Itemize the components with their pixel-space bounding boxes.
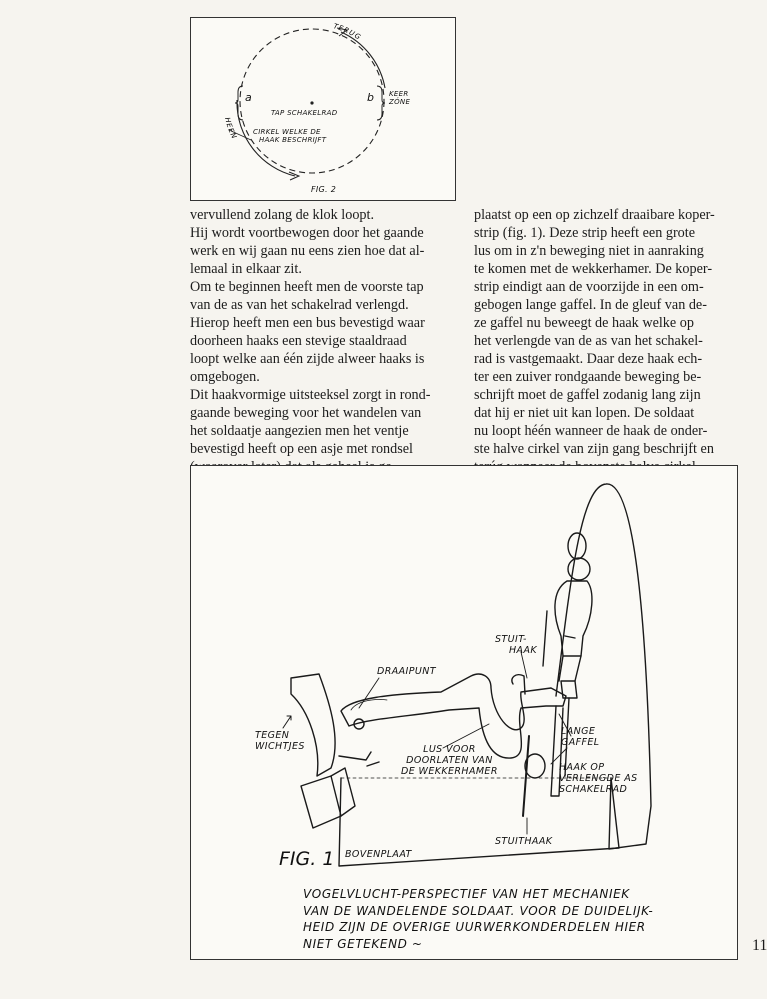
label-a: a: [245, 91, 253, 104]
label-tegen-wichtjes: TEGEN WICHTJES: [255, 730, 305, 752]
label-draaipunt: DRAAIPUNT: [377, 666, 436, 677]
text-line: lus om in z'n beweging niet in aanraking: [474, 243, 704, 259]
text-line: plaatst op een op zichzelf draaibare koper-: [474, 207, 715, 223]
text-line: gaande beweging voor het wandelen van: [190, 405, 422, 421]
text-line: het verlengde van de as van het schakel-: [474, 333, 703, 349]
label-cirkel: CIRKEL WELKE DE HAAK BESCHRIJFT: [253, 128, 327, 144]
text-line: Hij wordt voortbewogen door het gaande: [190, 225, 424, 241]
label-keer-zone: KEER ZÓNE: [389, 90, 411, 106]
soldier-rifle: [543, 611, 547, 666]
label-b: b: [367, 91, 375, 104]
text-line: dat hij er niet uit kan lopen. De soldaat: [474, 405, 695, 421]
text-line: strip eindigt aan de voorzijde in een om-: [474, 279, 704, 295]
caption-line: VAN DE WANDELENDE SOLDAAT. VOOR DE DUIDELIJK-: [303, 903, 654, 918]
counterweight-arm: [291, 674, 335, 776]
text-line: te komen met de wekkerhamer. De koper-: [474, 261, 713, 277]
soldier-body: [555, 581, 592, 656]
figure-1: [190, 465, 738, 960]
counterweight-block: [301, 776, 341, 828]
text-line: bevestigd heeft op een asje met rondsel: [190, 441, 413, 457]
label-tap-schakelrad: TAP SCHAKELRAD: [271, 109, 338, 117]
text-line: strip (fig. 1). Deze strip heeft een grote: [474, 225, 696, 241]
label-bovenplaat: BOVENPLAAT: [345, 849, 412, 860]
text-line: Dit haakvormige uitsteeksel zorgt in rond-: [190, 387, 431, 403]
text-line: rad is vastgemaakt. Daar deze haak ech-: [474, 351, 703, 367]
text-line: vervullend zolang de klok loopt.: [190, 207, 375, 223]
figure-2-title: FIG. 2: [311, 185, 337, 194]
arrow-tegen-icon: [283, 716, 291, 728]
leader-draaipunt: [359, 678, 379, 708]
label-heen-curved: HEEN: [222, 116, 239, 141]
caption-line: NIET GETEKEND ~: [303, 936, 423, 951]
figure-1-title: FIG. 1: [279, 848, 335, 870]
pivot-bracket: [339, 752, 379, 766]
caption-line: VOGELVLUCHT-PERSPECTIEF VAN HET MECHANIEK: [303, 887, 630, 901]
text-line: loopt welke aan één zijde alweer haaks is: [190, 351, 425, 367]
page-number: 11: [752, 937, 767, 954]
text-line: het soldaatje aangezien men het ventje: [190, 423, 409, 439]
hook-circle: [240, 29, 384, 173]
text-line: nu loopt héén wanneer de haak de onder-: [474, 423, 708, 439]
hammer-wheel: [525, 754, 545, 778]
text-line: Om te beginnen heeft men de voorste tap: [190, 279, 424, 295]
text-line: omgebogen.: [190, 369, 260, 385]
figure-2: [190, 17, 456, 201]
label-lange-gaffel: LANGE GAFFEL: [561, 726, 600, 748]
text-line: doorheen haaks een stevige staaldraad: [190, 333, 407, 349]
text-line: werk en wij gaan nu eens zien hoe dat al-: [190, 243, 425, 259]
text-column-right: [474, 206, 739, 476]
label-haak-op: HAAK OP VERLENGDE AS SCHAKELRAD: [559, 762, 638, 795]
label-stuithaak: STUITHAAK: [495, 836, 553, 847]
label-terug-curved: TERUG: [332, 22, 363, 42]
text-line: ze gaffel nu beweegt de haak welke op: [474, 315, 694, 331]
caption-line: HEID ZIJN DE OVERIGE UURWERKONDERDELEN HIER: [303, 920, 646, 934]
strip-edge: [351, 699, 387, 710]
text-line: lemaal in elkaar zit.: [190, 261, 302, 277]
center-dot: [310, 101, 313, 104]
text-line: van de as van het schakelrad verlengd.: [190, 297, 409, 313]
text-line: gebogen lange gaffel. In de gleuf van de-: [474, 297, 707, 313]
text-line: ter een zuiver rondgaande beweging be-: [474, 369, 702, 385]
figure-1-caption: [303, 886, 683, 952]
text-line: schrijft moet de gaffel zodanig lang zijn: [474, 387, 701, 403]
return-arc: [341, 32, 385, 88]
label-lus-voor: LUS VOOR DOORLATEN VAN DE WEKKERHAMER: [401, 744, 498, 777]
label-stuit-haak: STUIT- HAAK: [495, 634, 537, 656]
text-column-left: [190, 206, 455, 476]
stuithaak-post: [523, 736, 529, 816]
soldier-base: [561, 681, 577, 698]
text-line: Hierop heeft men een bus bevestigd waar: [190, 315, 425, 331]
soldier-head: [568, 558, 590, 580]
text-line: ste halve cirkel van zijn gang beschrijft en: [474, 441, 714, 457]
